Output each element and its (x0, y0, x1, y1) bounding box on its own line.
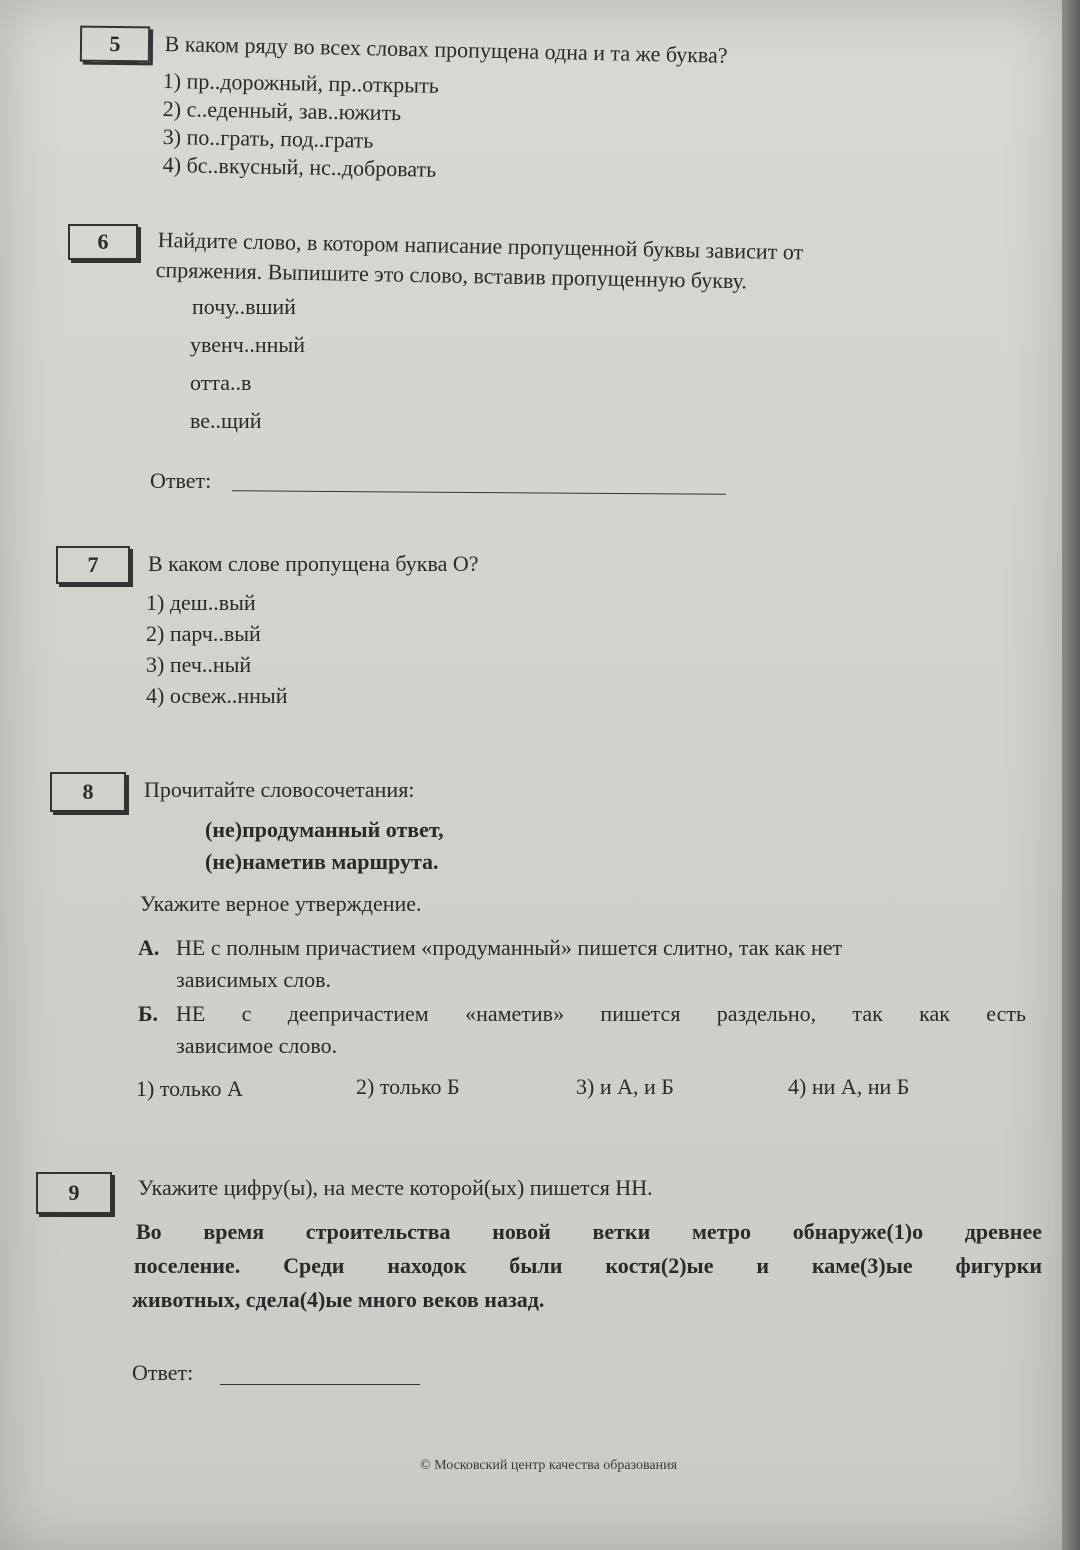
option-2: 2) парч..вый (146, 621, 261, 646)
task-8 (0, 760, 1062, 1120)
word-1: почу..вший (192, 294, 296, 319)
option-3: 3) и А, и Б (576, 1074, 674, 1099)
phrase-2: (не)наметив маршрута. (205, 849, 439, 874)
page-edge-shadow (1062, 0, 1080, 1550)
option-4: 4) ни А, ни Б (788, 1074, 910, 1099)
statement-a-line-1: НЕ с полным причастием «продуманный» пишется слитно, так как нет (176, 935, 843, 960)
task-5 (0, 0, 1062, 190)
task-number-box: 7 (56, 546, 130, 584)
task-text-line-1: Во время строительства новой ветки метро обнаруже(1)о древнее (136, 1219, 1042, 1244)
statement-a-letter: А. (138, 935, 160, 960)
phrase-1: (не)продуманный ответ, (205, 817, 444, 842)
option-2: 2) с..еденный, зав..южить (162, 96, 402, 126)
statement-b-letter: Б. (138, 1001, 159, 1026)
task-text-line-3: животных, сдела(4)ые много веков назад. (132, 1287, 545, 1312)
option-4: 4) освеж..нный (146, 683, 288, 708)
option-1: 1) деш..вый (146, 590, 256, 615)
task-question-line-2: спряжения. Выпишите это слово, вставив пропущенную букву. (155, 256, 748, 294)
task-question: В каком слове пропущена буква О? (148, 551, 479, 576)
task-6 (0, 190, 1062, 520)
footer-copyright: © Московский центр качества образования (420, 1458, 678, 1473)
answer-label: Ответ: (132, 1360, 194, 1385)
task-question: В каком ряду во всех словах пропущена одна и та же буква? (164, 30, 728, 68)
task-number-box: 6 (68, 224, 138, 260)
task-number-box: 5 (80, 26, 150, 63)
option-1: 1) только А (136, 1076, 243, 1101)
task-number-box: 9 (36, 1172, 112, 1214)
answer-line[interactable] (232, 490, 726, 494)
option-1: 1) пр..дорожный, пр..открыть (162, 68, 439, 98)
statement-b-line-1: НЕ с деепричастием «наметив» пишется раздельно, так как есть (176, 1001, 1026, 1026)
instruction: Укажите верное утверждение. (140, 891, 422, 916)
word-2: увенч..нный (190, 332, 305, 357)
task-question: Прочитайте словосочетания: (144, 777, 415, 802)
task-7 (0, 530, 1062, 730)
word-4: ве..щий (190, 408, 262, 433)
task-number-box: 8 (50, 772, 126, 812)
answer-line[interactable] (220, 1384, 420, 1385)
option-4: 4) бс..вкусный, нс..добровать (162, 152, 437, 182)
statement-b-line-2: зависимое слово. (176, 1033, 338, 1058)
option-2: 2) только Б (356, 1074, 460, 1099)
option-3: 3) по..грать, под..грать (162, 124, 374, 153)
task-question-line-1: Найдите слово, в котором написание пропущенной буквы зависит от (157, 226, 804, 265)
option-3: 3) печ..ный (146, 652, 252, 677)
task-text-line-2: поселение. Среди находок были костя(2)ые и каме(3)ые фигурки (134, 1253, 1042, 1278)
statement-a-line-2: зависимых слов. (176, 967, 331, 992)
task-9 (0, 1160, 1062, 1400)
answer-label: Ответ: (150, 468, 212, 493)
word-3: отта..в (190, 370, 252, 395)
task-question: Укажите цифру(ы), на месте которой(ых) пишется НН. (138, 1175, 653, 1200)
